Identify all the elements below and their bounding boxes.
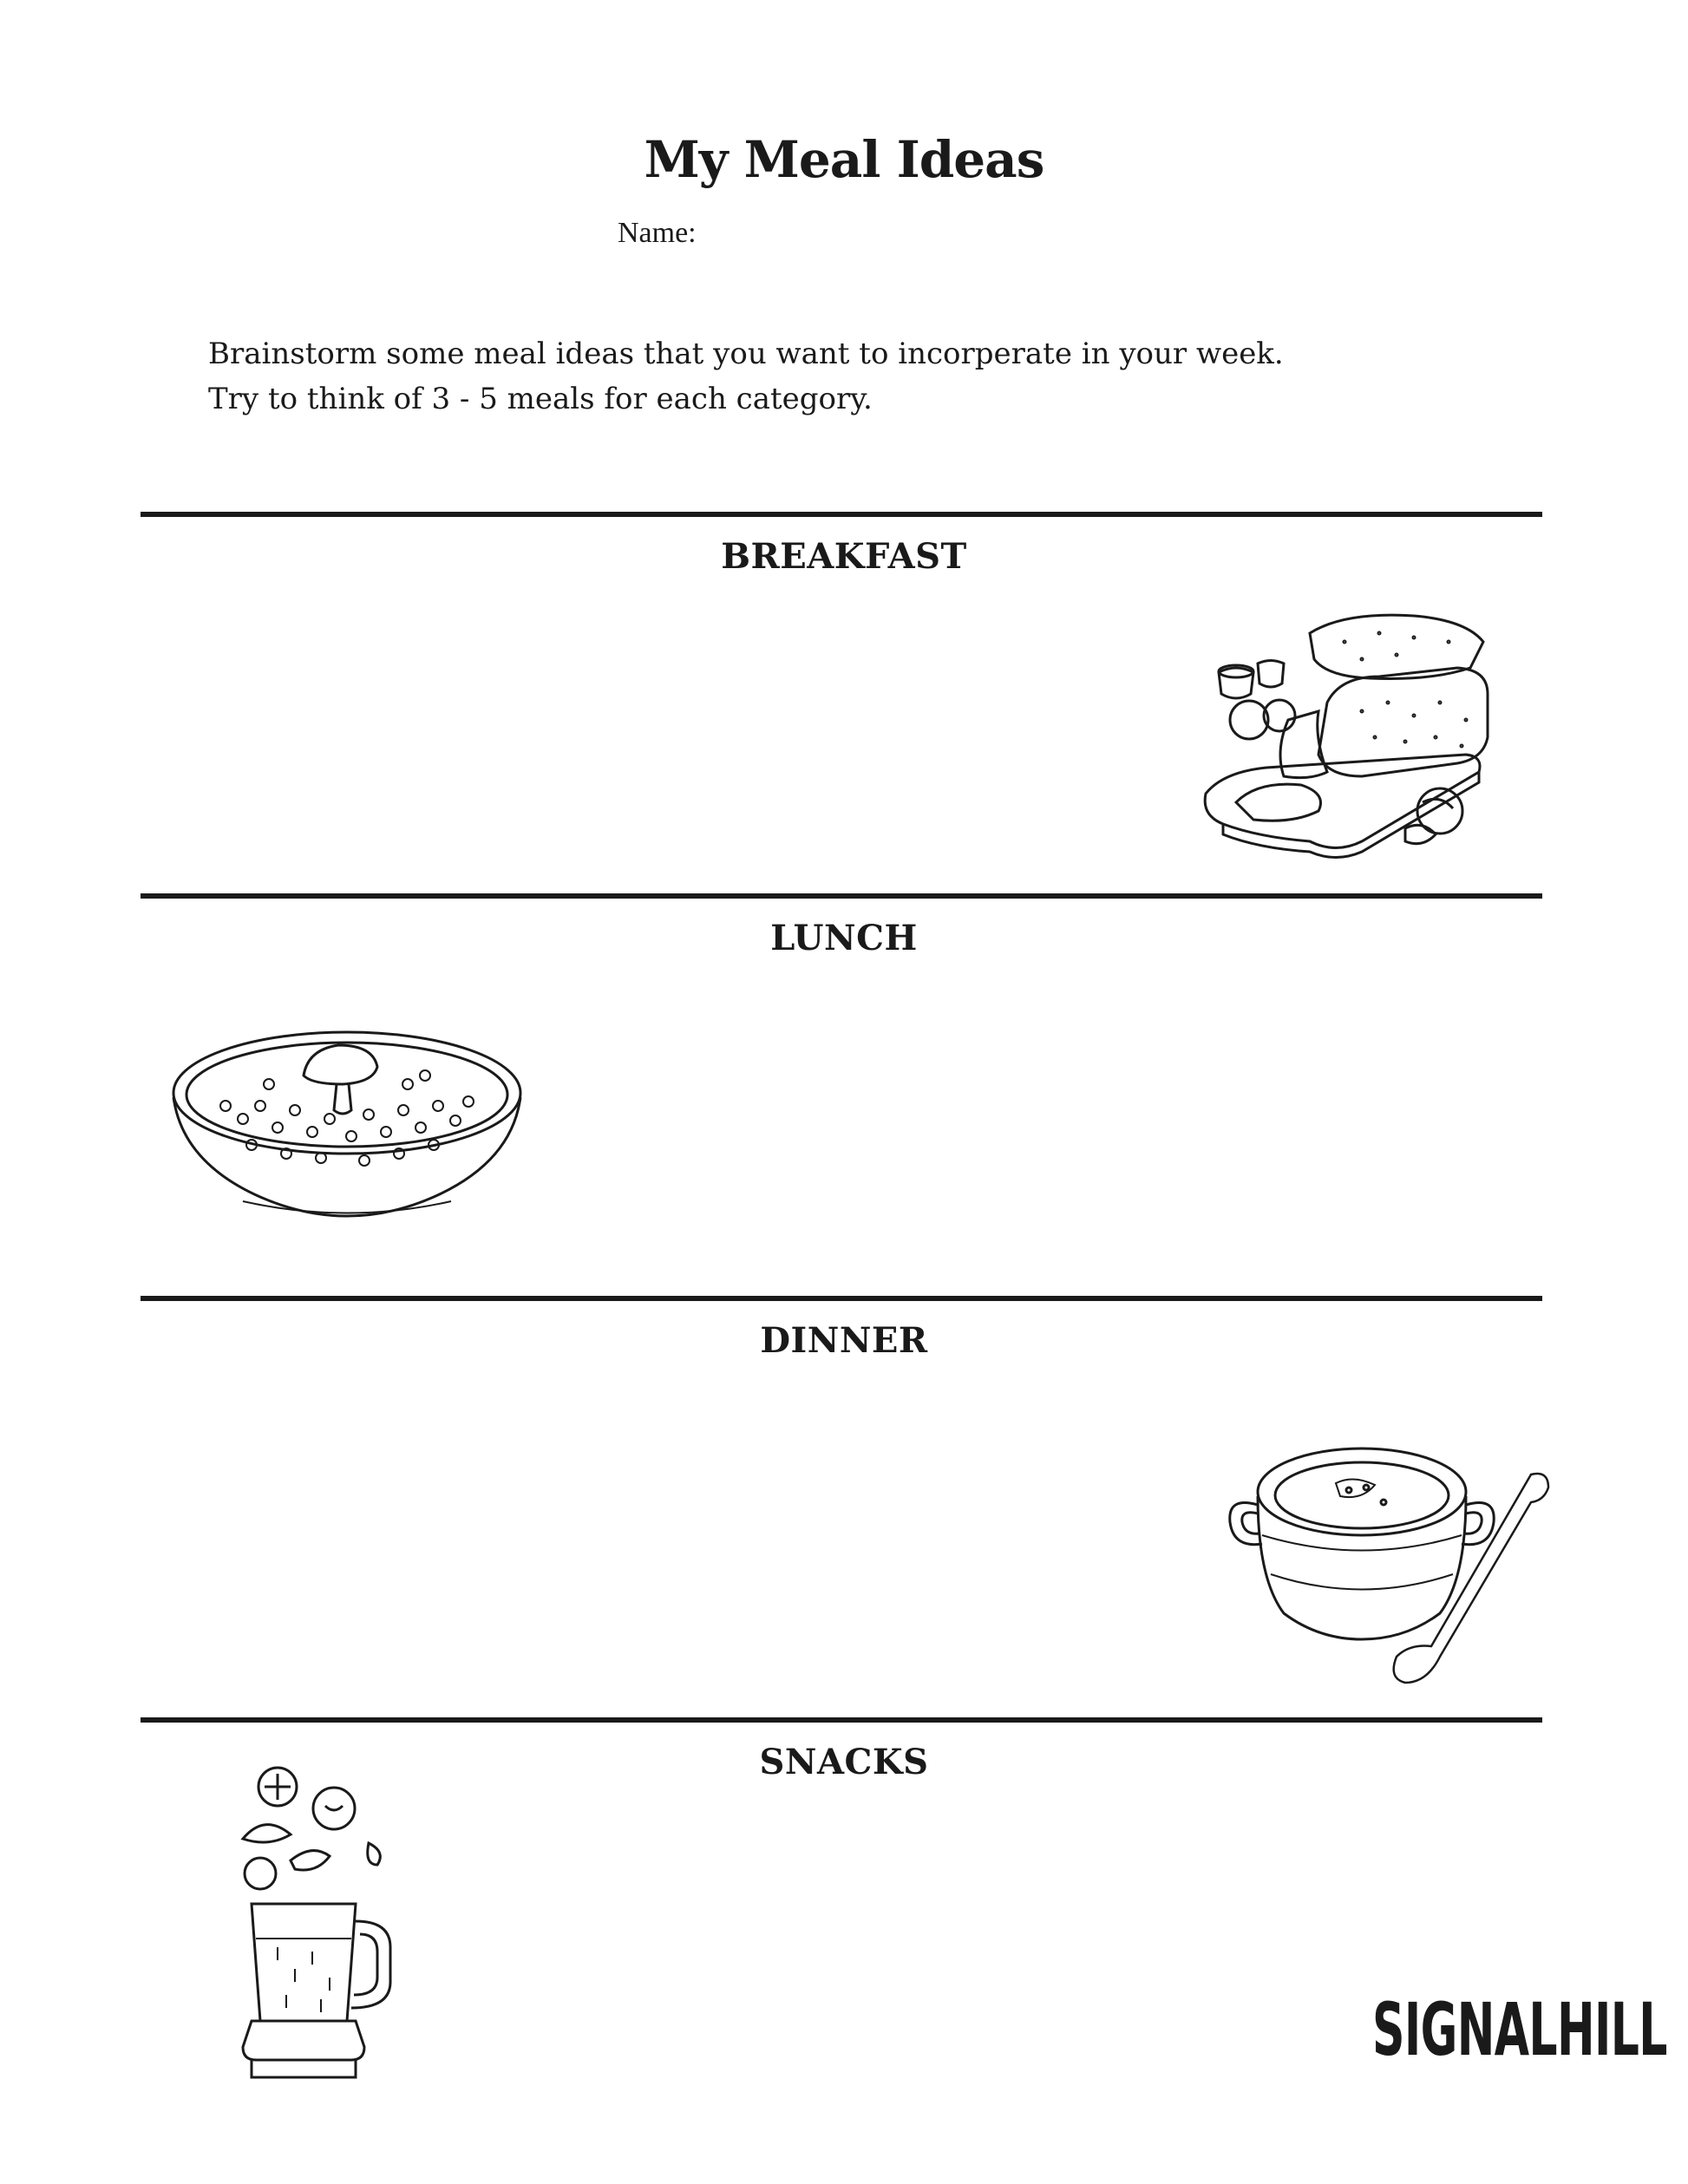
page-title: My Meal Ideas xyxy=(644,130,1044,189)
section-title-snacks: SNACKS xyxy=(759,1742,929,1782)
instructions xyxy=(208,331,1284,422)
instruction-line-1: Brainstorm some meal ideas that you want to incorperate in your week. xyxy=(208,337,1284,371)
blender-icon xyxy=(217,1761,408,2099)
signalhill-logo: SIGNALHILL xyxy=(1372,1987,1667,2072)
section-divider-dinner xyxy=(141,1296,1542,1301)
section-title-breakfast: BREAKFAST xyxy=(721,536,967,577)
name-label: Name: xyxy=(618,217,697,249)
section-divider-lunch xyxy=(141,893,1542,899)
section-divider-snacks xyxy=(141,1717,1542,1723)
bread-board-icon xyxy=(1188,607,1535,867)
section-divider-breakfast xyxy=(141,512,1542,517)
instruction-line-2: Try to think of 3 - 5 meals for each category. xyxy=(208,382,873,416)
section-title-lunch: LUNCH xyxy=(770,918,918,958)
section-title-dinner: DINNER xyxy=(760,1320,928,1361)
rice-bowl-icon xyxy=(165,1023,529,1232)
soup-pot-icon xyxy=(1223,1422,1561,1700)
